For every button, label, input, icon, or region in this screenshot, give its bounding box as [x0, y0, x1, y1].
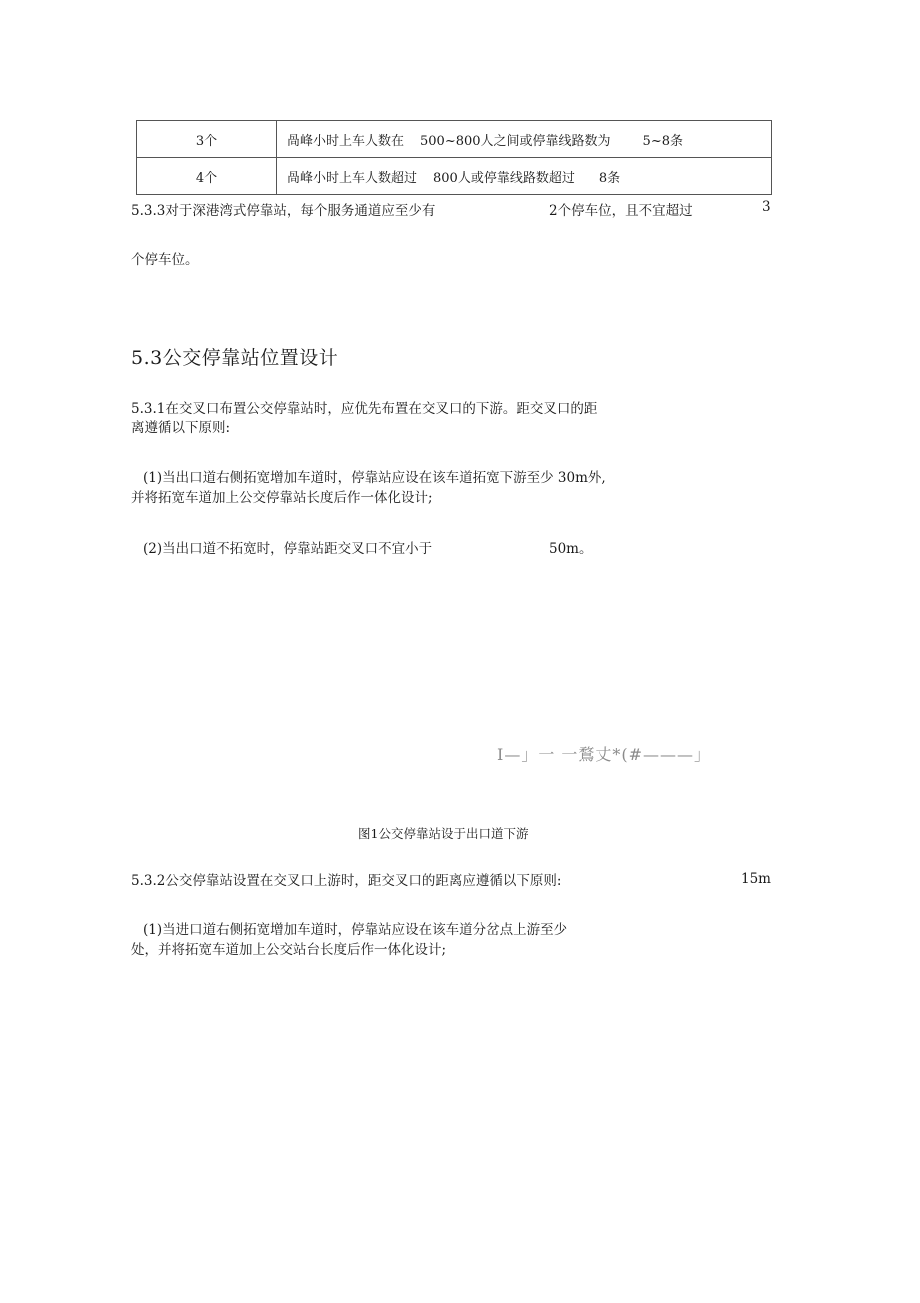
- clause-531-line: 5.3.1在交叉口布置公交停靠站时，应优先布置在交叉口的下游。距交叉口的距: [131, 401, 598, 417]
- clause-533-part: 2个停车位，且不宜超过: [549, 203, 693, 219]
- condition-part: 8条: [598, 170, 621, 186]
- item-2-part: (2)当出口道不拓宽时，停靠站距交叉口不宜小于: [143, 541, 433, 557]
- condition-part: 咼峰小时上车人数超过: [287, 170, 418, 186]
- item-2-part: 50m。: [549, 541, 593, 557]
- bay-count-cell: 3个: [137, 121, 277, 158]
- clause-531-line: 离遵循以下原则:: [131, 420, 231, 436]
- section-heading: 5.3公交停靠站位置设计: [131, 347, 339, 369]
- table-row: [137, 121, 772, 158]
- item-3-line: 处，并将拓宽车道加上公交站台长度后作一体化设计;: [131, 942, 447, 958]
- condition-part: 800人或停靠线路数超过: [433, 170, 575, 186]
- item-1-line: (1)当出口道右侧拓宽增加车道时，停靠站应设在该车道拓宽下游至少 30m外,: [143, 470, 606, 486]
- figure-remnant-text: I—」一 一鶩丈*(#———」: [497, 745, 712, 764]
- condition-cell: [277, 121, 772, 158]
- bay-count-cell: 4个: [137, 158, 277, 195]
- item-3-line: (1)当进口道右侧拓宽增加车道时，停靠站应设在该车道分岔点上游至少: [143, 922, 568, 938]
- bay-count-table: [136, 120, 772, 195]
- clause-532-side-value: 15m: [741, 871, 771, 887]
- condition-part: 咼峰小时上车人数在: [287, 133, 405, 149]
- clause-533-part: 个停车位。: [131, 252, 199, 268]
- condition-part: 500~800人之间或停靠线路数为: [420, 133, 611, 149]
- table-row: [137, 158, 772, 195]
- item-1-line: 并将拓宽车道加上公交停靠站长度后作一体化设计;: [131, 490, 433, 506]
- clause-533-part: 5.3.3对于深港湾式停靠站，每个服务通道应至少有: [131, 203, 436, 219]
- clause-533-part: 3: [762, 199, 771, 215]
- figure-caption: 图1公交停靠站设于出口道下游: [358, 826, 529, 841]
- condition-cell: [277, 158, 772, 195]
- clause-532-text: 5.3.2公交停靠站设置在交叉口上游时，距交叉口的距离应遵循以下原则:: [131, 873, 562, 889]
- condition-part: 5~8条: [642, 133, 683, 149]
